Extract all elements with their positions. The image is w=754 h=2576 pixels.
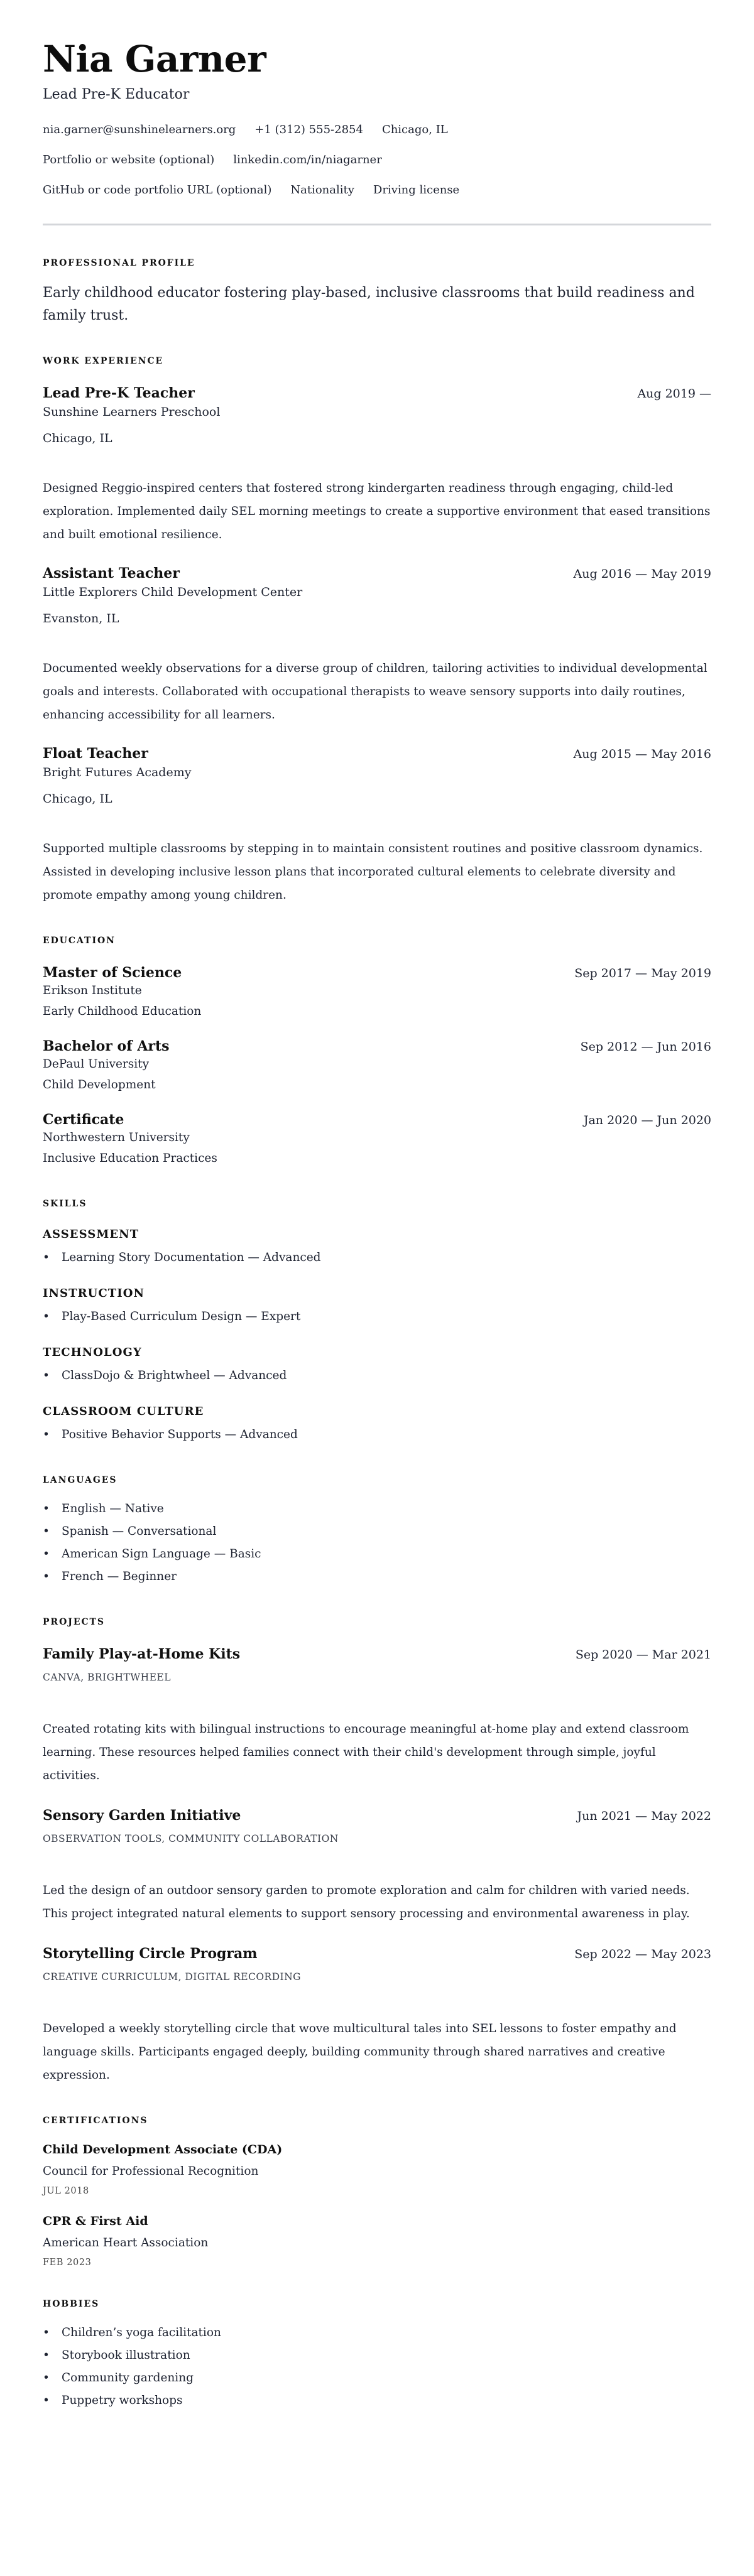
profile-summary: Early childhood educator fostering play-based, inclusive classrooms that build readiness and family trust. [43,285,695,323]
email-link[interactable]: nia.garner@sunshinelearners.org [43,123,236,136]
company: Little Explorers Child Development Center [43,585,303,599]
date-range: Sep 2017 — May 2019 [574,966,711,980]
candidate-name: Nia Garner [43,38,266,80]
job-description: Designed Reggio-inspired centers that fostered strong kindergarten readiness through engaging, child-led exploration. Implemented daily SEL morning meetings to create a supportive environment that eased transitions and built emotional resilience. [43,482,711,541]
languages-section [43,1474,711,1588]
date-range: Jun 2021 — May 2022 [577,1809,711,1823]
candidate-title: Lead Pre-K Educator [43,87,190,102]
school: DePaul University [43,1058,150,1071]
section-heading: WORK EXPERIENCE [43,356,164,366]
skill-item: • Play-Based Curriculum Design — Expert [43,1306,711,1328]
hobby-item: • Storybook illustration [43,2344,711,2367]
project-title: Storytelling Circle Program [43,1946,258,1962]
section-heading: SKILLS [43,1199,87,1209]
certification-name: CPR & First Aid [43,2214,148,2228]
skill-list [43,1306,711,1328]
project-tech: CREATIVE CURRICULUM, DIGITAL RECORDING [43,1971,301,1983]
date-range: Aug 2015 — May 2016 [573,747,711,761]
projects-section [43,1616,711,2087]
contact-row [43,182,711,198]
degree: Certificate [43,1112,124,1128]
certification-entry [43,2141,711,2199]
job-description: Supported multiple classrooms by stepping in to maintain consistent routines and positive classroom dynamics. Assisted in developing inclusive lesson plans that incorporated cultural elements to celebrate diversity and promote empathy among young children. [43,842,703,902]
date-range: Sep 2022 — May 2023 [574,1947,711,1961]
degree: Bachelor of Arts [43,1038,170,1054]
skills-section [43,1198,711,1446]
header-divider [43,224,711,225]
date-range: Aug 2019 — [637,387,711,401]
job-title: Float Teacher [43,745,148,762]
section-heading: CERTIFICATIONS [43,2116,148,2126]
school: Northwestern University [43,1131,190,1144]
skill-category: ASSESSMENT [43,1228,139,1241]
section-heading: PROJECTS [43,1617,106,1627]
language-item: • French — Beginner [43,1566,711,1588]
date-range: Sep 2020 — Mar 2021 [575,1648,711,1662]
skill-item: • Positive Behavior Supports — Advanced [43,1424,711,1446]
experience-entry [43,564,711,727]
certification-date: FEB 2023 [43,2258,92,2268]
job-title: Assistant Teacher [43,565,180,582]
project-entry [43,1944,711,2087]
hobby-item: • Community gardening [43,2367,711,2389]
job-location: Evanston, IL [43,612,119,625]
hobby-item: • Puppetry workshops [43,2389,711,2412]
driving-license: Driving license [373,183,460,197]
education-entry [43,963,711,1023]
hobbies-section [43,2298,711,2412]
certification-issuer: American Heart Association [43,2236,209,2249]
section-heading: EDUCATION [43,936,116,946]
language-item: • English — Native [43,1498,711,1520]
section-heading: LANGUAGES [43,1475,117,1485]
field-of-study: Inclusive Education Practices [43,1152,217,1165]
nationality: Nationality [290,183,354,197]
date-range: Aug 2016 — May 2019 [573,567,711,581]
skill-item: • Learning Story Documentation — Advanced [43,1247,711,1269]
location: Chicago, IL [381,123,448,136]
phone: +1 (312) 555-2854 [254,123,363,136]
contact-row [43,122,711,138]
entry-header [43,384,711,403]
entry-header [43,744,711,763]
section-heading: PROFESSIONAL PROFILE [43,258,195,268]
github-link[interactable]: GitHub or code portfolio URL (optional) [43,183,272,197]
date-range: Sep 2012 — Jun 2016 [580,1040,711,1054]
certification-entry [43,2212,711,2270]
education-entry [43,1110,711,1170]
profile-section [43,257,711,327]
education-entry [43,1037,711,1096]
resume-header [43,36,711,198]
language-item: • American Sign Language — Basic [43,1543,711,1566]
certification-issuer: Council for Professional Recognition [43,2165,259,2178]
contact-row [43,152,711,168]
project-entry [43,1645,711,1787]
project-description: Led the design of an outdoor sensory garden to promote exploration and calm for children with varied needs. This project integrated natural elements to support sensory processing and environmental awareness in play. [43,1884,690,1920]
project-title: Family Play-at-Home Kits [43,1646,241,1662]
entry-header [43,1645,711,1664]
skill-category: INSTRUCTION [43,1287,145,1300]
project-entry [43,1806,711,1925]
field-of-study: Early Childhood Education [43,1005,202,1018]
entry-header [43,564,711,583]
degree: Master of Science [43,965,182,981]
project-tech: OBSERVATION TOOLS, COMMUNITY COLLABORATION [43,1833,339,1844]
entry-header [43,1037,711,1056]
linkedin-link[interactable]: linkedin.com/in/niagarner [233,153,382,166]
education-section [43,934,711,1170]
company: Bright Futures Academy [43,766,192,779]
experience-entry [43,744,711,907]
job-description: Documented weekly observations for a diverse group of children, tailoring activities to individual developmental goals and interests. Collaborated with occupational therapists to weave sensory supports into daily routines, enhancing accessibility for all learners. [43,662,708,722]
project-title: Sensory Garden Initiative [43,1807,241,1824]
hobby-item: • Children’s yoga facilitation [43,2322,711,2344]
job-location: Chicago, IL [43,792,112,806]
skill-list [43,1365,711,1387]
entry-header [43,1944,711,1963]
experience-section [43,355,711,907]
field-of-study: Child Development [43,1078,156,1091]
certification-name: Child Development Associate (CDA) [43,2143,283,2157]
entry-header [43,1110,711,1129]
skill-list [43,1424,711,1446]
company: Sunshine Learners Preschool [43,405,221,419]
date-range: Jan 2020 — Jun 2020 [583,1113,711,1127]
job-title: Lead Pre-K Teacher [43,385,195,401]
project-description: Created rotating kits with bilingual instructions to encourage meaningful at-home play and extend classroom learning. These resources helped families connect with their child's development through simple, joyful activities. [43,1723,689,1782]
skill-list [43,1247,711,1269]
entry-header [43,1806,711,1825]
job-location: Chicago, IL [43,431,112,445]
skill-item: • ClassDojo & Brightwheel — Advanced [43,1365,711,1387]
experience-entry [43,384,711,546]
project-tech: CANVA, BRIGHTWHEEL [43,1672,171,1683]
skill-category: TECHNOLOGY [43,1346,142,1359]
skill-category: CLASSROOM CULTURE [43,1405,204,1418]
certification-date: JUL 2018 [43,2186,89,2196]
school: Erikson Institute [43,984,142,997]
entry-header [43,963,711,982]
portfolio-link[interactable]: Portfolio or website (optional) [43,153,215,166]
section-heading: HOBBIES [43,2299,100,2309]
certifications-section [43,2114,711,2270]
project-description: Developed a weekly storytelling circle that wove multicultural tales into SEL lessons to foster empathy and language skills. Participants engaged deeply, building community through shared narratives and creative expression. [43,2022,677,2082]
language-item: • Spanish — Conversational [43,1520,711,1543]
